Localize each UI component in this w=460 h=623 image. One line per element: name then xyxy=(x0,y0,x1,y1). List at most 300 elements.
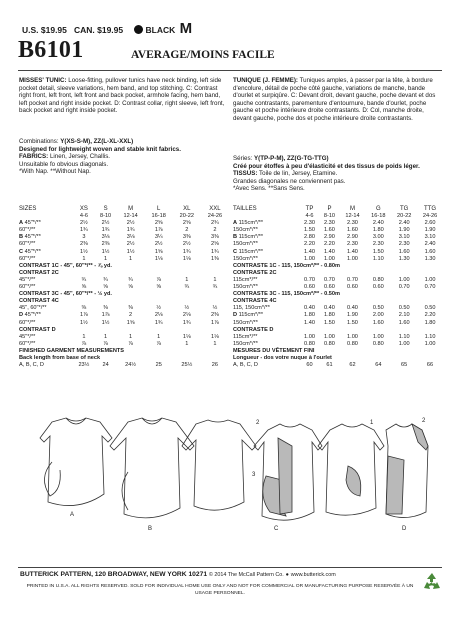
size-range: 16-18 xyxy=(371,213,386,220)
en-combinations-label: Combinations: xyxy=(19,138,59,145)
yardage-value: 2.80 xyxy=(304,234,315,241)
garment-illustrations xyxy=(30,416,430,534)
yardage-value: ⅜ xyxy=(103,305,108,312)
yardage-value: 2.20 xyxy=(324,241,335,248)
yardage-value: 1.80 xyxy=(372,227,384,234)
yardage-value: 0.80 xyxy=(372,340,384,347)
fr-fabrics: Toile de lin, Jersey, Etamine. xyxy=(259,170,338,178)
back-length-label: Longueur - dos votre nuque à l'ourlet xyxy=(233,354,332,361)
back-length-value: 25 xyxy=(155,362,162,369)
fabric-width: 150cm*/** xyxy=(233,319,258,326)
fabric-width: 60"*/** xyxy=(19,340,36,347)
row-view-width xyxy=(233,305,300,312)
english-specs xyxy=(19,138,225,176)
fabric-width: 115cm*/** xyxy=(233,276,258,283)
yardage-value: ¾ xyxy=(81,276,87,283)
difficulty-label: AVERAGE/MOINS FACILE xyxy=(131,49,275,61)
yardage-value: 0.70 xyxy=(324,276,335,283)
yardage-value: 2.20 xyxy=(424,312,436,319)
yardage-value: 1¾ xyxy=(154,319,163,326)
yardage-value: 1.80 xyxy=(304,312,315,319)
yardage-table-fr xyxy=(233,206,443,369)
view-letter: D xyxy=(19,312,24,319)
finished-label: FINISHED GARMENT MEASUREMENTS xyxy=(19,347,125,354)
row-view-width xyxy=(233,284,300,291)
fabric-width: 60"*/** xyxy=(19,284,36,291)
yardage-value: 2 xyxy=(129,312,133,319)
fabric-width: 60"*/** xyxy=(19,227,36,234)
yardage-value: 0.60 xyxy=(347,284,358,291)
section-header-row xyxy=(19,298,229,305)
back-length-value: 66 xyxy=(426,362,434,369)
blank-cell xyxy=(233,213,300,220)
yardage-value: 1.00 xyxy=(424,340,436,347)
yardage-value: 1.00 xyxy=(324,255,335,262)
yardage-value: 3⅛ xyxy=(101,234,110,241)
yardage-value: 1⅝ xyxy=(154,248,163,255)
yardage-value: 1.60 xyxy=(398,248,410,255)
yardage-value: 1 xyxy=(104,255,108,262)
fabric-width: 115cm*/** xyxy=(237,312,264,319)
yardage-value: 2½ xyxy=(182,241,191,248)
row-view-width xyxy=(233,241,300,248)
yardage-value: 1.50 xyxy=(324,319,335,326)
en-unsuitable: Unsuitable fo obvious diagonals. xyxy=(19,160,109,168)
yardage-value: ½ xyxy=(184,305,190,312)
size-name: XS xyxy=(79,206,88,212)
back-length-row xyxy=(19,362,229,369)
fabric-width: 115cm*/** xyxy=(233,333,258,340)
yardage-value: 2.40 xyxy=(398,220,410,227)
fabric-width: 45"*/** xyxy=(23,234,41,241)
yardage-value: 3.00 xyxy=(372,234,384,241)
yardage-value: 1 xyxy=(213,276,217,283)
en-fabrics-label: FABRICS: xyxy=(19,153,49,161)
yardage-value: 1.40 xyxy=(324,248,335,255)
yardage-value: 1½ xyxy=(101,319,110,326)
row-view-width xyxy=(19,341,73,348)
yardage-value: 3.10 xyxy=(424,234,436,241)
size-range-row xyxy=(233,213,443,220)
yardage-value: ⅞ xyxy=(128,340,133,347)
row-view-width xyxy=(19,220,73,227)
section-header: CONTRASTE 2C xyxy=(233,269,277,276)
yardage-value: 1⅛ xyxy=(154,255,163,262)
yardage-value: 2.40 xyxy=(372,220,384,227)
section-header-row xyxy=(19,263,229,270)
yardage-value: ⅝ xyxy=(103,284,108,291)
fabric-width: 150cm*/** xyxy=(233,227,258,234)
size-name: S xyxy=(103,206,108,212)
yardage-row xyxy=(19,312,229,319)
section-header-row xyxy=(233,327,443,334)
size-range: 24-26 xyxy=(207,213,223,220)
yardage-value: 0.80 xyxy=(324,340,335,347)
row-view-width xyxy=(233,234,300,241)
view-letter: D xyxy=(233,312,238,319)
yardage-row xyxy=(233,305,443,312)
english-description xyxy=(19,77,225,115)
view-b-back-sketch xyxy=(182,420,256,510)
french-specs xyxy=(233,155,443,193)
yardage-value: 2.90 xyxy=(347,234,358,241)
yardage-value: 1⅜ xyxy=(211,255,219,262)
yardage-value: 2½ xyxy=(101,220,110,227)
yardage-value: 1.60 xyxy=(398,319,410,326)
fr-fabrics-label: TISSUS: xyxy=(233,170,258,178)
yardage-value: 2.30 xyxy=(398,241,410,248)
back-length-value: 60 xyxy=(306,362,313,369)
yardage-row xyxy=(19,320,229,327)
row-view-width xyxy=(233,277,300,284)
row-view-width xyxy=(233,256,300,263)
section-header: CONTRAST 2C xyxy=(19,269,59,276)
row-view-width xyxy=(19,241,73,248)
size-range: 16-18 xyxy=(151,213,166,220)
size-range: 12-14 xyxy=(345,213,360,220)
fabric-width: 45"*/** xyxy=(19,333,36,340)
en-desc: Loose-fitting, pullover tunics have neck binding, left side pocket detail, sleeve variations, hem band, and top stitching. C: Contrast right front, left front, left front and back pocket, armhole facing, hem band, left pocket and right inside pocket. D: Contrast collar, right sleeve, left front, back pocket and right inside pocket. xyxy=(19,77,225,115)
view-d-sketch xyxy=(386,424,428,518)
yardage-value: 0.70 xyxy=(347,276,358,283)
yardage-value: 2.30 xyxy=(347,241,358,248)
view-b-sketch xyxy=(110,418,194,518)
yardage-value: 2.30 xyxy=(324,220,335,227)
yardage-value: 1 xyxy=(157,333,161,340)
yardage-value: 1⅞ xyxy=(80,312,88,319)
yardage-value: ¾ xyxy=(103,276,108,283)
size-header-row xyxy=(19,206,229,213)
row-view-width xyxy=(19,256,73,263)
yardage-value: 1 xyxy=(82,333,86,340)
yardage-value: 1⅝ xyxy=(126,319,135,326)
section-header-row xyxy=(19,291,229,298)
recycle-icon xyxy=(422,572,442,592)
yardage-value: 1¾ xyxy=(80,227,88,234)
size-name: TG xyxy=(400,206,409,212)
fabric-width: 45"*/** xyxy=(23,220,41,227)
back-length-views: A, B, C, D xyxy=(19,362,44,369)
fr-nap: *Avec Sens. **Sans Sens. xyxy=(233,185,305,193)
yardage-value: 1.60 xyxy=(324,227,335,234)
yardage-row xyxy=(19,305,229,312)
fabric-width: 45"*/** xyxy=(23,312,41,319)
size-range: 8-10 xyxy=(99,213,112,220)
view-letter: C xyxy=(19,248,24,255)
size-range: 4-6 xyxy=(79,213,88,220)
yardage-value: ⅜ xyxy=(81,305,87,312)
yardage-value: 1¾ xyxy=(126,227,135,234)
yardage-value: 2.30 xyxy=(304,220,315,227)
row-view-width xyxy=(233,249,300,256)
view-letter: C xyxy=(233,248,238,255)
section-header: CONTRAST D xyxy=(19,326,56,333)
fabric-width: 150cm*/** xyxy=(233,241,258,248)
yardage-value: 1.00 xyxy=(347,255,358,262)
section-header: CONTRASTE 1C - 115, 150cm*/** - 0.80m xyxy=(233,262,340,269)
yardage-value: 0.50 xyxy=(424,305,436,312)
row-view-width xyxy=(233,341,300,348)
section-header: CONTRASTE 4C xyxy=(233,298,277,305)
back-length-value: 24½ xyxy=(125,362,137,369)
yardage-value: ⅝ xyxy=(156,284,162,291)
yardage-value: 1 xyxy=(185,276,189,283)
yardage-value: 2½ xyxy=(80,220,88,227)
size-range-row xyxy=(19,213,229,220)
yardage-value: 1.00 xyxy=(372,333,384,340)
size-name: G xyxy=(375,206,381,212)
view-label-d: D xyxy=(402,526,407,532)
yardage-value: 1.90 xyxy=(347,312,358,319)
yardage-row xyxy=(233,234,443,241)
back-length-value: 64 xyxy=(375,362,382,369)
back-length-value: 61 xyxy=(326,362,333,369)
footer-rights xyxy=(20,583,420,597)
footer-company-line xyxy=(20,571,336,578)
yardage-value: 2½ xyxy=(126,220,135,227)
section-header-row xyxy=(19,270,229,277)
yardage-value: 1¾ xyxy=(182,248,191,255)
footer-website: www.butterick.com xyxy=(290,572,336,578)
back-length-value: 26 xyxy=(211,362,219,369)
yardage-value: 1⅞ xyxy=(211,319,219,326)
row-view-width xyxy=(19,249,73,256)
contrast-panel xyxy=(412,424,428,450)
yardage-value: 2⅛ xyxy=(182,312,191,319)
yardage-row xyxy=(19,334,229,341)
back-length-value: 23½ xyxy=(78,362,90,369)
yardage-value: 1.10 xyxy=(372,255,384,262)
fr-title: TUNIQUE (J. FEMME): xyxy=(233,77,298,84)
yardage-value: 1⅞ xyxy=(101,312,110,319)
yardage-value: 0.80 xyxy=(372,276,384,283)
view-label-b: B xyxy=(148,526,153,532)
yardage-row xyxy=(19,227,229,234)
yardage-value: ¾ xyxy=(128,276,133,283)
yardage-value: 3 xyxy=(82,234,86,241)
yardage-value: 1.30 xyxy=(398,255,410,262)
fabric-width: 60"*/** xyxy=(19,255,36,262)
yardage-value: 0.60 xyxy=(324,284,335,291)
section-header-row xyxy=(233,263,443,270)
yardage-value: 1½ xyxy=(101,248,110,255)
yardage-value: 1.30 xyxy=(424,255,436,262)
yardage-value: 1⅛ xyxy=(182,333,191,340)
view-label-a: A xyxy=(70,512,75,518)
size-name: XL xyxy=(183,206,191,212)
row-view-width xyxy=(19,227,73,234)
yardage-table-en xyxy=(19,206,229,369)
fabric-width: 115cm*/** xyxy=(237,220,264,227)
yardage-value: 1.00 xyxy=(398,276,410,283)
size-name: L xyxy=(157,206,161,212)
yardage-row xyxy=(19,220,229,227)
fr-diagonals: Grandes diagonales ne conviennent pas. xyxy=(233,177,346,185)
yardage-value: 1.00 xyxy=(398,340,410,347)
yardage-value: 2⅜ xyxy=(211,312,219,319)
size-range: 4-6 xyxy=(305,213,314,220)
yardage-row xyxy=(233,312,443,319)
row-view-width xyxy=(19,334,73,341)
yardage-value: 2.30 xyxy=(347,220,358,227)
yardage-value: 0.40 xyxy=(347,305,358,312)
yardage-value: 2.30 xyxy=(372,241,384,248)
yardage-value: ⅞ xyxy=(81,340,87,347)
yardage-value: ½ xyxy=(156,305,162,312)
yardage-value: 0.50 xyxy=(372,305,384,312)
section-header-row xyxy=(233,270,443,277)
garment-sketches xyxy=(30,416,430,534)
fr-series: Y(TP-P-M), ZZ(G-TG-TTG) xyxy=(254,155,329,162)
fabric-width: 115, 150cm*/** xyxy=(233,305,270,312)
yardage-value: 1.00 xyxy=(304,255,315,262)
back-length-value: 24 xyxy=(102,362,109,369)
back-length-label-row xyxy=(19,355,229,362)
view-letter: A xyxy=(233,220,238,227)
size-header-row xyxy=(233,206,443,213)
yardage-value: ⅝ xyxy=(128,284,133,291)
yardage-value: 2 xyxy=(213,227,217,234)
row-view-width xyxy=(19,320,73,327)
yardage-value: 1.60 xyxy=(372,319,384,326)
yardage-value: 1.80 xyxy=(324,312,335,319)
yardage-value: 3⅜ xyxy=(211,234,219,241)
yardage-value: 1.00 xyxy=(424,276,436,283)
fabric-width: 60"*/** xyxy=(19,241,36,248)
yardage-value: 1⅛ xyxy=(211,333,219,340)
row-view-width xyxy=(233,220,300,227)
fabric-width: 45"*/** xyxy=(23,248,41,255)
yardage-value: 1¾ xyxy=(101,227,110,234)
yardage-value: 1 xyxy=(213,340,217,347)
footer-printed: PRINTED IN U.S.A. ALL RIGHTS RESERVED. SOLD FOR INDIVIDUAL HOME USE ONLY AND NOT FOR COMMERCIAL OR MANUFACTURING PURPOSE RESERVÉE À UN USAGE PERSONNEL. xyxy=(26,584,414,596)
black-dot-icon xyxy=(134,25,143,34)
yardage-value: 1.90 xyxy=(398,227,410,234)
yardage-value: 1.50 xyxy=(372,248,384,255)
yardage-value: 1.80 xyxy=(424,319,436,326)
yardage-value: 1¾ xyxy=(182,319,191,326)
yardage-value: 1.40 xyxy=(347,248,358,255)
fabric-width: 45"*/** xyxy=(19,276,36,283)
yardage-value: 3.10 xyxy=(398,234,410,241)
yardage-row xyxy=(233,341,443,348)
yardage-row xyxy=(233,256,443,263)
fabric-width: 45", 60"*/** xyxy=(19,305,47,312)
size-label: TAILLES xyxy=(233,206,257,212)
price-can: CAN. $19.95 xyxy=(73,25,124,35)
yardage-row xyxy=(233,320,443,327)
row-view-width xyxy=(19,305,73,312)
yardage-row xyxy=(19,256,229,263)
yardage-value: 2.60 xyxy=(424,220,436,227)
yardage-value: ½ xyxy=(212,305,218,312)
pattern-number: B6101 xyxy=(18,37,84,63)
yardage-value: 0.80 xyxy=(347,340,358,347)
yardage-value: 2.10 xyxy=(398,312,410,319)
size-table xyxy=(233,206,443,369)
piece-number: 2 xyxy=(256,420,260,426)
row-view-width xyxy=(233,227,300,234)
yardage-value: 1.00 xyxy=(347,333,358,340)
footer-bullet: ● xyxy=(285,572,289,578)
yardage-value: 2⅜ xyxy=(80,241,88,248)
section-header: CONTRASTE 3C - 115, 150cm*/** - 0.50m xyxy=(233,291,340,298)
yardage-value: 2⅝ xyxy=(154,220,163,227)
yardage-value: 1.40 xyxy=(304,319,315,326)
row-view-width xyxy=(233,312,300,319)
yardage-row xyxy=(233,227,443,234)
yardage-value: 2¾ xyxy=(211,220,219,227)
back-length-label-row xyxy=(233,355,443,362)
yardage-row xyxy=(233,249,443,256)
yardage-value: 1.50 xyxy=(347,319,358,326)
view-c-back-sketch xyxy=(318,424,384,515)
yardage-row xyxy=(233,277,443,284)
yardage-value: 0.60 xyxy=(372,284,384,291)
fr-desc: Tuniques amples, à passer par la tête, à bordure d'encolure, détail de poche côté gauche, variations de manche, bande d'ourlet et surpiqûre. C: Devant droit, devant gauche, poche devant et dos gauche contrastants, parementure d'entournure, bande d'ourlet, poche gauche et poche intérieure droite contrastants. D: Col, manche droite, devant gauche, poche dos et poche intérieure droite contrastants. xyxy=(233,77,436,122)
en-designed: Designed for lightweight woven and stable knit fabrics. xyxy=(19,145,181,153)
view-c-sketch xyxy=(254,424,322,520)
size-letter: M xyxy=(179,20,193,37)
yardage-value: ⅞ xyxy=(156,276,162,283)
size-range: 8-10 xyxy=(323,213,336,220)
size-name: TP xyxy=(305,206,314,212)
yardage-value: 0.80 xyxy=(304,340,315,347)
finished-label: MESURES DU VÊTEMENT FINI xyxy=(233,347,315,354)
view-label-c: C xyxy=(274,526,279,532)
size-range: 12-14 xyxy=(123,213,138,220)
row-view-width xyxy=(19,277,73,284)
yardage-row xyxy=(19,234,229,241)
fabric-width: 150cm*/** xyxy=(233,340,258,347)
yardage-value: 1.10 xyxy=(398,333,410,340)
yardage-value: 2½ xyxy=(126,241,135,248)
size-range: 20-22 xyxy=(397,213,412,220)
back-length-row xyxy=(233,362,443,369)
yardage-value: 2.00 xyxy=(372,312,384,319)
yardage-value: 1 xyxy=(129,255,133,262)
price-us: U.S. $19.95 xyxy=(22,25,67,35)
row-view-width xyxy=(233,334,300,341)
size-table xyxy=(19,206,229,369)
size-range: 20-22 xyxy=(179,213,194,220)
yardage-value: 1.10 xyxy=(424,333,436,340)
yardage-value: ¾ xyxy=(184,284,190,291)
yardage-value: 1.60 xyxy=(424,248,436,255)
yardage-value: ⅝ xyxy=(81,284,87,291)
yardage-value: 1½ xyxy=(126,248,135,255)
yardage-value: 2.90 xyxy=(324,234,335,241)
en-title: MISSES' TUNIC: xyxy=(19,77,67,84)
header-divider xyxy=(18,70,442,71)
section-header-row xyxy=(233,291,443,298)
piece-number: 3 xyxy=(252,472,256,478)
yardage-value: 0.70 xyxy=(398,284,410,291)
fabric-width: 150cm*/** xyxy=(233,255,258,262)
view-letter: A xyxy=(19,220,24,227)
finished-header-row xyxy=(19,348,229,355)
section-header: CONTRAST 3C - 45", 60"*/** - ½ yd. xyxy=(19,291,112,298)
finished-header-row xyxy=(233,348,443,355)
yardage-value: 1⅛ xyxy=(182,255,191,262)
yardage-value: 1.00 xyxy=(304,333,315,340)
yardage-value: 1 xyxy=(129,333,133,340)
yardage-value: 1⅞ xyxy=(154,227,163,234)
yardage-row xyxy=(233,241,443,248)
size-name: XXL xyxy=(209,206,221,212)
fr-designed: Créé pour étoffes à peu d'élasticité et des tissus de poids léger. xyxy=(233,162,420,170)
size-name: M xyxy=(349,206,355,212)
